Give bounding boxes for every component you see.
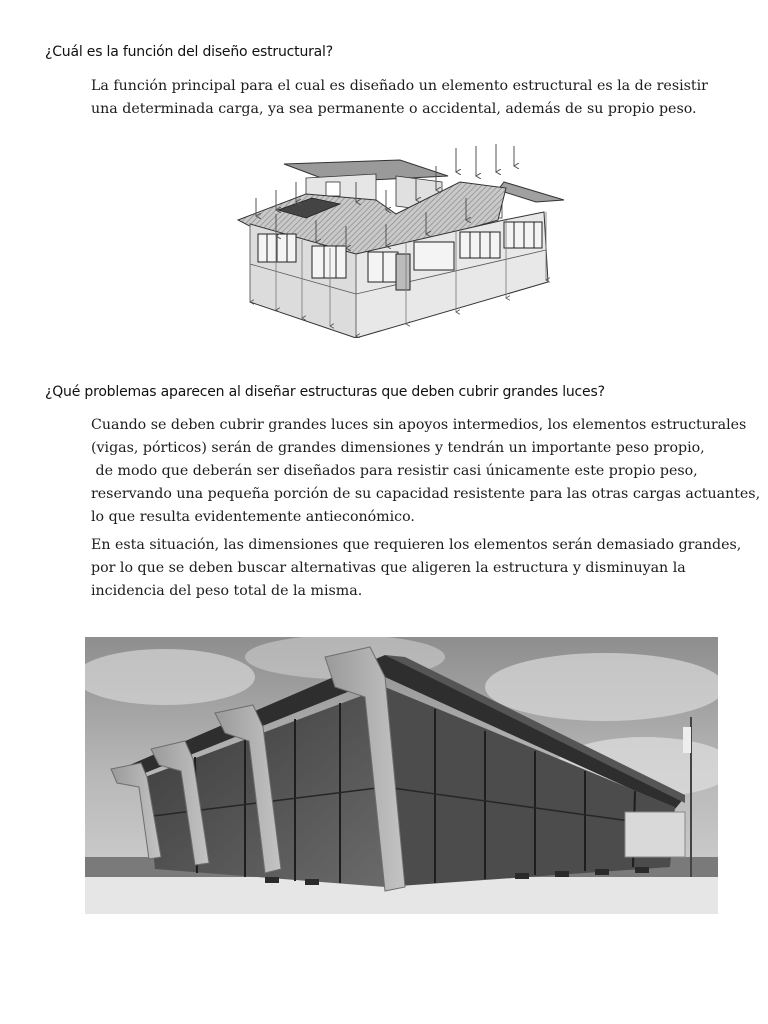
paragraph-line: por lo que se deben buscar alternativas que aligeren la estructura y disminuyan la — [91, 560, 686, 576]
section1-heading: ¿Cuál es la función del diseño estructural? — [45, 44, 333, 60]
paragraph-line: Cuando se deben cubrir grandes luces sin apoyos intermedios, los elementos estructurales — [91, 417, 747, 433]
paragraph-line: (vigas, pórticos) serán de grandes dimensiones y tendrán un importante peso propio, — [91, 440, 705, 456]
paragraph-line: reservando una pequeña porción de su capacidad resistente para las otras cargas actuantes, — [91, 486, 761, 502]
paragraph-line: En esta situación, las dimensiones que requieren los elementos serán demasiado grandes, — [91, 537, 742, 553]
section1-paragraph — [91, 75, 751, 121]
paragraph-line: una determinada carga, ya sea permanente o accidental, además de su propio peso. — [91, 101, 697, 117]
paragraph-line: de modo que deberán ser diseñados para resistir casi únicamente este propio peso, — [91, 463, 698, 479]
paragraph-line: lo que resulta evidentemente antieconómico. — [91, 509, 415, 525]
section2-paragraph-2 — [91, 534, 751, 603]
section2-paragraph-1 — [91, 414, 761, 529]
building-photo — [85, 637, 718, 914]
house-loads-illustration — [236, 142, 568, 338]
paragraph-line: incidencia del peso total de la misma. — [91, 583, 363, 599]
paragraph-line: La función principal para el cual es diseñado un elemento estructural es la de resistir — [91, 78, 708, 94]
section2-heading: ¿Qué problemas aparecen al diseñar estructuras que deben cubrir grandes luces? — [45, 384, 605, 400]
